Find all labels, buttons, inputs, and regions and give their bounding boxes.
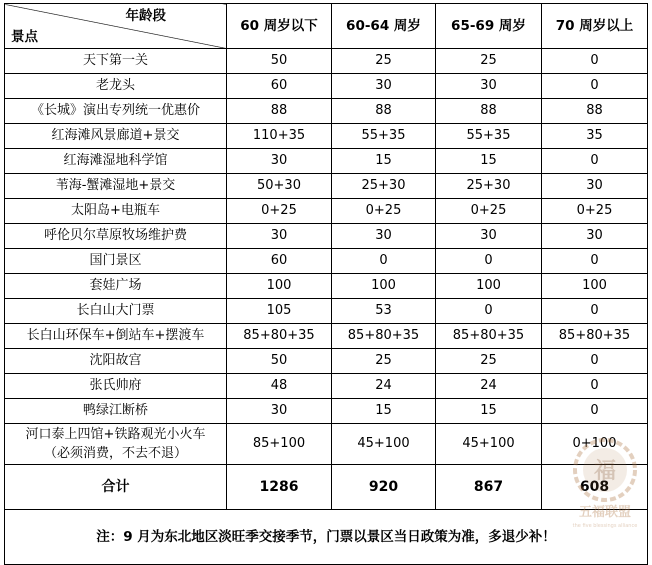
- price-cell: 55+35: [436, 124, 542, 149]
- table-row: [5, 199, 648, 224]
- price-cell: 100: [436, 274, 542, 299]
- price-cell: 85+80+35: [542, 324, 648, 349]
- table-row: [5, 299, 648, 324]
- attraction-name: 天下第一关: [5, 49, 227, 74]
- attraction-name: 长白山环保车+倒站车+摆渡车: [5, 324, 227, 349]
- attraction-name: 红海滩风景廊道+景交: [5, 124, 227, 149]
- price-cell: 15: [332, 399, 436, 424]
- price-cell: 60: [227, 74, 332, 99]
- price-cell: 15: [436, 149, 542, 174]
- price-cell: 0+100: [542, 424, 648, 465]
- price-cell: 15: [436, 399, 542, 424]
- total-cell: 867: [436, 465, 542, 510]
- price-cell: 25: [436, 49, 542, 74]
- price-cell: 53: [332, 299, 436, 324]
- price-cell: 45+100: [436, 424, 542, 465]
- price-cell: 50: [227, 49, 332, 74]
- price-cell: 55+35: [332, 124, 436, 149]
- table-row: [5, 374, 648, 399]
- table-row: [5, 99, 648, 124]
- price-cell: 0: [542, 399, 648, 424]
- price-cell: 30: [227, 399, 332, 424]
- header-col-65-69: 65-69 周岁: [436, 4, 542, 49]
- price-cell: 24: [436, 374, 542, 399]
- total-label: 合计: [5, 465, 227, 510]
- price-cell: 88: [542, 99, 648, 124]
- attraction-name: 国门景区: [5, 249, 227, 274]
- attraction-label: 景点: [11, 29, 38, 45]
- price-cell: 88: [332, 99, 436, 124]
- price-cell: 50+30: [227, 174, 332, 199]
- price-cell: 85+80+35: [332, 324, 436, 349]
- attraction-name: 套娃广场: [5, 274, 227, 299]
- price-cell: 88: [227, 99, 332, 124]
- table-row: [5, 74, 648, 99]
- attraction-name-line1: 河口泰上四馆+铁路观光小火车: [25, 427, 206, 442]
- table-row: [5, 149, 648, 174]
- price-cell: 24: [332, 374, 436, 399]
- price-cell: 15: [332, 149, 436, 174]
- total-row: [5, 465, 648, 510]
- table-row: [5, 124, 648, 149]
- price-cell: 0: [542, 74, 648, 99]
- header-col-under-60: 60 周岁以下: [227, 4, 332, 49]
- attraction-name: 呼伦贝尔草原牧场维护费: [5, 224, 227, 249]
- note-text: 注：9 月为东北地区淡旺季交接季节，门票以景区当日政策为准，多退少补！: [5, 510, 648, 565]
- header-corner-cell: [5, 4, 227, 49]
- price-cell: 30: [436, 74, 542, 99]
- price-cell: 30: [542, 224, 648, 249]
- price-table: [4, 3, 648, 565]
- price-cell: 30: [227, 149, 332, 174]
- table-row: [5, 349, 648, 374]
- price-cell: 88: [436, 99, 542, 124]
- svg-text:福: 福: [593, 459, 617, 484]
- price-cell: 0: [542, 374, 648, 399]
- price-cell: 0+25: [227, 199, 332, 224]
- table-row: [5, 274, 648, 299]
- attraction-name: 太阳岛+电瓶车: [5, 199, 227, 224]
- attraction-name: [5, 424, 227, 465]
- note-row: [5, 510, 648, 565]
- watermark-text: 五福联盟: [578, 505, 632, 520]
- price-cell: 0: [542, 249, 648, 274]
- table-row: [5, 224, 648, 249]
- price-cell: 105: [227, 299, 332, 324]
- table-row: [5, 324, 648, 349]
- price-cell: 45+100: [332, 424, 436, 465]
- price-cell: 0: [542, 299, 648, 324]
- price-cell: 85+80+35: [227, 324, 332, 349]
- total-cell: 920: [332, 465, 436, 510]
- price-cell: 60: [227, 249, 332, 274]
- price-cell: 0: [332, 249, 436, 274]
- price-cell: 100: [227, 274, 332, 299]
- price-cell: 30: [436, 224, 542, 249]
- price-cell: 25: [332, 349, 436, 374]
- total-cell: 1286: [227, 465, 332, 510]
- age-group-label: 年龄段: [125, 8, 166, 24]
- attraction-name: 老龙头: [5, 74, 227, 99]
- price-cell: 25: [436, 349, 542, 374]
- price-cell: 48: [227, 374, 332, 399]
- price-cell: 30: [542, 174, 648, 199]
- table-row: [5, 399, 648, 424]
- price-cell: 85+80+35: [436, 324, 542, 349]
- price-cell: 0+25: [542, 199, 648, 224]
- header-row: [5, 4, 648, 49]
- price-cell: 0+25: [436, 199, 542, 224]
- price-cell: 30: [332, 74, 436, 99]
- header-col-60-64: 60-64 周岁: [332, 4, 436, 49]
- attraction-name: 沈阳故宫: [5, 349, 227, 374]
- price-cell: 0: [542, 149, 648, 174]
- price-cell: 85+100: [227, 424, 332, 465]
- total-cell: 608: [542, 465, 648, 510]
- price-cell: 0: [436, 249, 542, 274]
- table-row: [5, 174, 648, 199]
- price-cell: 25+30: [332, 174, 436, 199]
- table-row: [5, 424, 648, 465]
- attraction-name: 张氏帅府: [5, 374, 227, 399]
- watermark-subtext: the five blessings alliance: [572, 523, 638, 529]
- attraction-name: 红海滩湿地科学馆: [5, 149, 227, 174]
- attraction-name-line2: （必须消费，不去不退）: [43, 446, 187, 461]
- price-cell: 30: [332, 224, 436, 249]
- price-cell: 100: [332, 274, 436, 299]
- price-cell: 0+25: [332, 199, 436, 224]
- price-cell: 0: [542, 49, 648, 74]
- attraction-name: 苇海-蟹滩湿地+景交: [5, 174, 227, 199]
- price-cell: 0: [436, 299, 542, 324]
- attraction-name: 长白山大门票: [5, 299, 227, 324]
- price-cell: 0: [542, 349, 648, 374]
- price-cell: 25+30: [436, 174, 542, 199]
- price-cell: 110+35: [227, 124, 332, 149]
- attraction-name: 鸭绿江断桥: [5, 399, 227, 424]
- price-cell: 100: [542, 274, 648, 299]
- header-col-over-70: 70 周岁以上: [542, 4, 648, 49]
- price-cell: 25: [332, 49, 436, 74]
- table-row: [5, 249, 648, 274]
- table-row: [5, 49, 648, 74]
- attraction-name: 《长城》演出专列统一优惠价: [5, 99, 227, 124]
- price-cell: 50: [227, 349, 332, 374]
- price-cell: 35: [542, 124, 648, 149]
- price-cell: 30: [227, 224, 332, 249]
